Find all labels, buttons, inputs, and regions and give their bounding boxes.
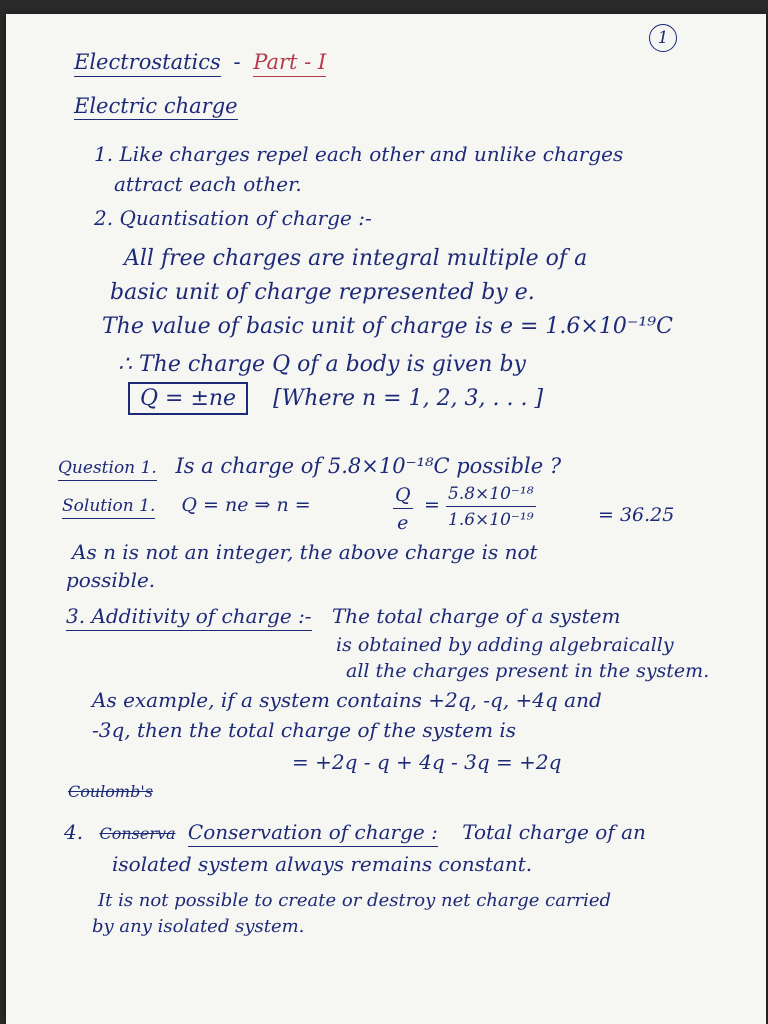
section-heading: Electric charge [74, 94, 238, 118]
question-text: Is a charge of 5.8×10⁻¹⁸C possible ? [175, 454, 562, 478]
solution-conclusion-2: possible. [66, 568, 156, 592]
point-3-heading: 3. Additivity of charge :- [66, 604, 312, 631]
solution-conclusion-1: As n is not an integer, the above charge is not [72, 540, 538, 564]
point-2-line-3: The value of basic unit of charge is e = 1.6×10⁻¹⁹C [102, 314, 673, 339]
point-3-row [66, 606, 620, 626]
fraction-values [446, 484, 536, 530]
point-4-row [64, 822, 646, 842]
example-line-2: -3q, then the total charge of the system is [92, 718, 517, 742]
point-4-text-4: by any isolated system. [92, 916, 305, 937]
point-1-line-1: 1. Like charges repel each other and unlike charges [94, 142, 624, 166]
question-label: Question 1. [58, 458, 157, 481]
notebook-page [6, 14, 766, 1024]
title-part: Part - I [253, 50, 326, 77]
point-4-struck: Conserva [99, 824, 176, 843]
solution-row [62, 496, 311, 515]
point-4-text-1: Total charge of an [462, 820, 646, 844]
fraction-1-numerator: Q [393, 484, 413, 509]
page-title [74, 52, 326, 73]
solution-equals: = [424, 494, 440, 516]
example-line-1: As example, if a system contains +2q, -q, +4q and [92, 688, 602, 712]
point-3-text-1: The total charge of a system [331, 604, 621, 628]
solution-result: = 36.25 [598, 504, 675, 526]
charge-formula-box: Q = ±ne [128, 382, 248, 415]
fraction-1-denominator: e [397, 512, 409, 534]
struck-word: Coulomb's [68, 782, 153, 801]
question-1-row [58, 456, 561, 477]
point-4-text-2: isolated system always remains constant. [112, 852, 533, 876]
page-number: 1 [649, 24, 677, 52]
title-subject: Electrostatics [74, 50, 221, 77]
point-2-line-2: basic unit of charge represented by e. [110, 280, 535, 305]
title-separator: - [233, 50, 241, 74]
point-1-line-2: attract each other. [114, 172, 302, 196]
example-line-3: = +2q - q + 4q - 3q = +2q [292, 750, 562, 774]
solution-label: Solution 1. [62, 496, 155, 519]
point-3-text-2: is obtained by adding algebraically [336, 634, 674, 656]
point-2-line-4: ∴ The charge Q of a body is given by [118, 352, 526, 377]
point-2-line-1: All free charges are integral multiple of a [124, 246, 588, 271]
fraction-q-over-e [393, 484, 413, 534]
solution-equation: Q = ne ⇒ n = [181, 494, 311, 516]
fraction-2-denominator: 1.6×10⁻¹⁹ [448, 510, 534, 530]
charge-formula-row [128, 388, 543, 410]
point-3-text-3: all the charges present in the system. [346, 660, 710, 682]
point-4-heading: Conservation of charge : [188, 820, 438, 847]
point-2-heading: 2. Quantisation of charge :- [94, 206, 372, 230]
point-4-text-3: It is not possible to create or destroy net charge carried [98, 890, 612, 911]
fraction-2-numerator: 5.8×10⁻¹⁸ [446, 484, 536, 507]
point-4-number: 4. [64, 820, 84, 844]
formula-where-note: [Where n = 1, 2, 3, . . . ] [273, 386, 544, 411]
